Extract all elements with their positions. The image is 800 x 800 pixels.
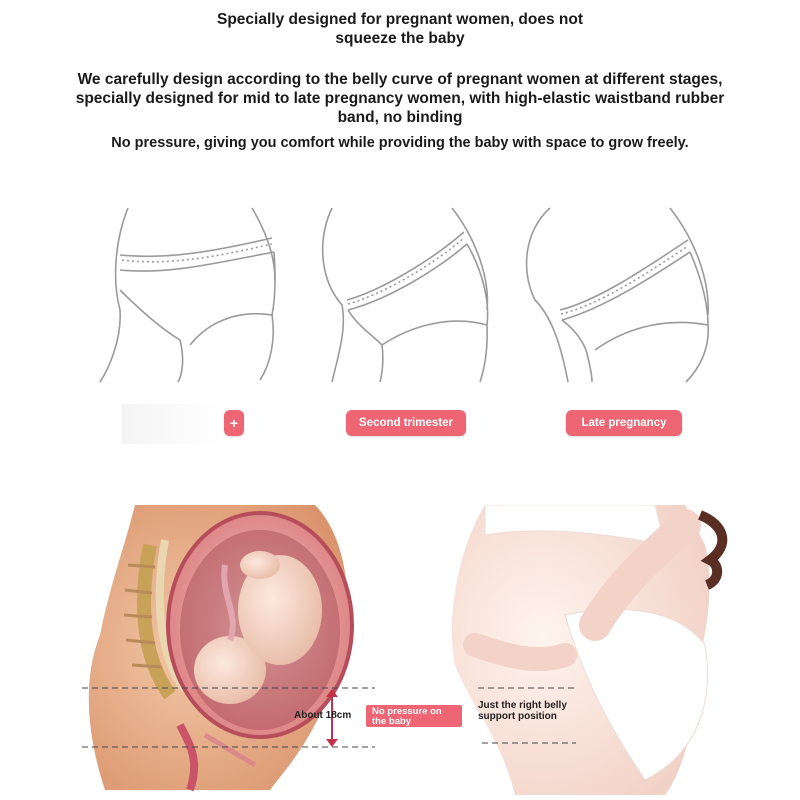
description: We carefully design according to the belly curve of pregnant women at different stages, specially designed for mid to late pregnancy women, with high-elastic waistband rubber band, no binding <box>75 71 725 126</box>
underwear-sketch-second <box>312 200 512 390</box>
plus-badge: + <box>224 410 244 436</box>
pregnancy-anatomy-illustration <box>80 505 380 800</box>
underwear-sketch-early <box>90 200 290 390</box>
no-pressure-badge: No pressure on the baby <box>366 705 462 727</box>
faded-stage-label <box>122 404 222 444</box>
late-pregnancy-badge: Late pregnancy <box>566 410 682 436</box>
about-18cm-label: About 18cm <box>294 710 352 721</box>
pregnant-belly-illustration <box>445 505 745 800</box>
headline: Specially designed for pregnant women, does not squeeze the baby <box>216 11 584 47</box>
underwear-sketch-late <box>520 200 720 390</box>
note: No pressure, giving you comfort while providing the baby with space to grow freely. <box>111 135 689 151</box>
second-trimester-badge: Second trimester <box>346 410 466 436</box>
support-position-label: Just the right belly support position <box>478 700 567 722</box>
